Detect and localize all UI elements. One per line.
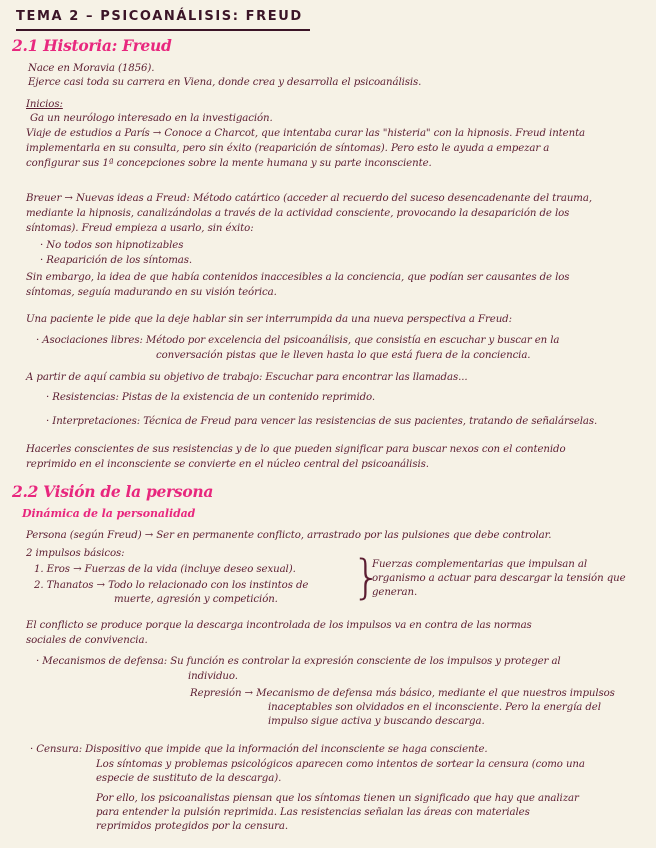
note-line: El conflicto se produce porque la descarga incontrolada de los impulsos va en contra de las normas — [26, 620, 532, 631]
note-line: reprimido en el inconsciente se convierte en el núcleo central del psicoanálisis. — [26, 459, 429, 470]
brace-symbol: } — [352, 550, 382, 604]
note-line: impulso sigue activa y buscando descarga. — [268, 716, 485, 727]
bullet-item: · Censura: Dispositivo que impide que la información del inconsciente se haga consciente. — [30, 744, 488, 755]
note-line: Los síntomas y problemas psicológicos aparecen como intentos de sortear la censura (como una — [96, 759, 585, 770]
note-line: sociales de convivencia. — [26, 635, 148, 646]
title-underline — [16, 29, 310, 31]
note-line: implementarla en su consulta, pero sin éxito (reaparición de síntomas). Pero esto le ayuda a empezar a — [26, 143, 550, 154]
subsection-heading: Dinámica de la personalidad — [22, 507, 196, 520]
note-line: Ejerce casi toda su carrera en Viena, donde crea y desarrolla el psicoanálisis. — [28, 77, 422, 88]
note-line: A partir de aquí cambia su objetivo de trabajo: Escuchar para encontrar las llamadas... — [26, 372, 468, 383]
bullet-item: · Interpretaciones: Técnica de Freud para vencer las resistencias de sus pacientes, tratando de señalárselas. — [46, 416, 598, 427]
note-line: Represión → Mecanismo de defensa más básico, mediante el que nuestros impulsos — [190, 688, 615, 699]
inicios-label: Inicios: — [26, 99, 63, 110]
note-line: conversación pistas que le lleven hasta lo que está fuera de la conciencia. — [156, 350, 531, 361]
note-line: síntomas). Freud empieza a usarlo, sin éxito: — [26, 223, 254, 234]
note-line: Ga un neurólogo interesado en la investigación. — [30, 113, 273, 124]
note-line: generan. — [372, 587, 418, 598]
note-line: Sin embargo, la idea de que había contenidos inaccesibles a la conciencia, que podían ser causantes de los — [26, 272, 570, 283]
note-line: para entender la pulsión reprimida. Las resistencias señalan las áreas con materiales — [96, 807, 530, 818]
section-2-1-heading: 2.1 Historia: Freud — [12, 36, 172, 55]
page-title: TEMA 2 – PSICOANÁLISIS: FREUD — [16, 9, 303, 24]
bullet-item: · Mecanismos de defensa: Su función es controlar la expresión consciente de los impulsos y proteger al — [36, 656, 561, 667]
bullet-item: · No todos son hipnotizables — [40, 240, 184, 251]
note-line: Viaje de estudios a París → Conoce a Charcot, que intentaba curar las "histeria" con la hipnosis. Freud intenta — [26, 128, 586, 139]
bullet-item: · Resistencias: Pistas de la existencia de un contenido reprimido. — [46, 392, 376, 403]
note-line: 2 impulsos básicos: — [26, 548, 125, 559]
note-line: · Asociaciones libres: Método por excelencia del psicoanálisis, que consistía en escuchar y buscar en la — [36, 335, 560, 346]
note-line: mediante la hipnosis, canalizándolas a través de la actividad consciente, provocando la desaparición de los — [26, 208, 570, 219]
note-line: síntomas, seguía madurando en su visión teórica. — [26, 287, 277, 298]
note-line: reprimidos protegidos por la censura. — [96, 821, 289, 832]
note-line: configurar sus 1ª concepciones sobre la mente humana y su parte inconsciente. — [26, 158, 432, 169]
note-line: Persona (según Freud) → Ser en permanente conflicto, arrastrado por las pulsiones que debe controlar. — [26, 530, 552, 541]
note-line: inaceptables son olvidados en el inconsciente. Pero la energía del — [268, 702, 601, 713]
note-line: Breuer → Nuevas ideas a Freud: Método catártico (acceder al recuerdo del suceso desencadenante del trauma, — [26, 193, 592, 204]
note-line: Una paciente le pide que la deje hablar sin ser interrumpida da una nueva perspectiva a Freud: — [26, 314, 512, 325]
list-item: muerte, agresión y competición. — [114, 594, 278, 605]
list-item: 2. Thanatos → Todo lo relacionado con los instintos de — [34, 580, 309, 591]
note-line: Hacerles conscientes de sus resistencias y de lo que pueden significar para buscar nexos con el contenido — [26, 444, 566, 455]
note-line: individuo. — [188, 671, 238, 682]
note-line: Por ello, los psicoanalistas piensan que los síntomas tienen un significado que hay que analizar — [96, 793, 579, 804]
note-line: Nace en Moravia (1856). — [28, 63, 155, 74]
note-line: especie de sustituto de la descarga). — [96, 773, 282, 784]
bullet-item: · Reaparición de los síntomas. — [40, 255, 192, 266]
list-item: 1. Eros → Fuerzas de la vida (incluye deseo sexual). — [34, 564, 296, 575]
note-line: organismo a actuar para descargar la tensión que — [372, 573, 626, 584]
section-2-2-heading: 2.2 Visión de la persona — [12, 482, 214, 501]
note-line: Fuerzas complementarias que impulsan al — [372, 559, 587, 570]
